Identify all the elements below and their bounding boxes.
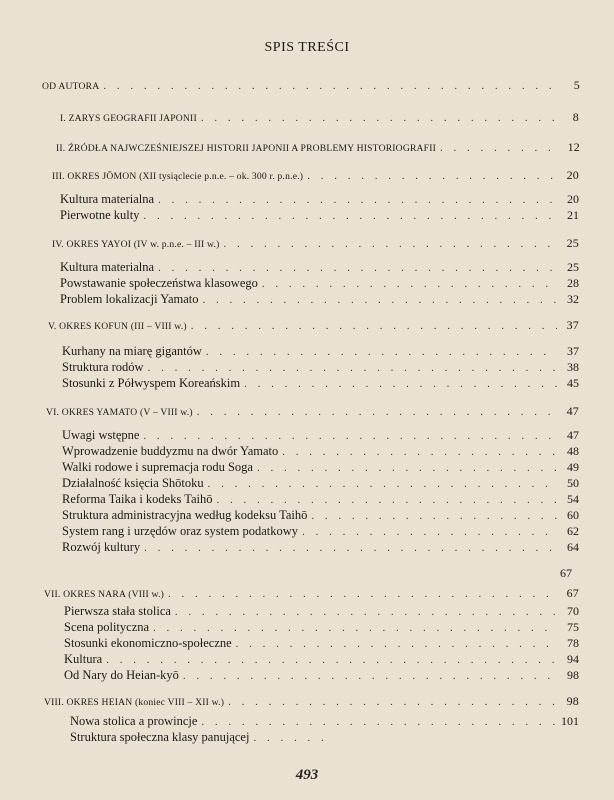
toc-entry-label: Walki rodowe i supremacja rodu Soga — [62, 460, 253, 474]
toc-entry-label: Kurhany na miarę gigantów — [62, 344, 202, 358]
toc-entry-label: OD AUTORA — [42, 81, 100, 92]
toc-entry-page: 32 — [567, 292, 579, 306]
toc-subentry — [62, 524, 579, 539]
toc-entry-label: Stosunki ekonomiczno-społeczne — [64, 636, 232, 650]
toc-entry-label: Wprowadzenie buddyzmu na dwór Yamato — [62, 444, 279, 458]
toc-entry-page: 60 — [567, 508, 579, 522]
toc-entry-label: Działalność księcia Shōtoku — [62, 476, 204, 490]
toc-entry-label: Powstawanie społeczeństwa klasowego — [60, 276, 258, 290]
leader-dots — [311, 510, 557, 522]
toc-entry-chapter-2 — [56, 140, 580, 155]
toc-entry-label: II. ŹRÓDŁA NAJWCZEŚNIEJSZEJ HISTORII JAPONII A PROBLEMY HISTORIOGRAFII — [56, 143, 436, 154]
toc-entry-label: Stosunki z Półwyspem Koreańskim — [62, 376, 241, 390]
toc-subentry — [62, 428, 579, 443]
toc-subentry — [64, 604, 579, 619]
toc-entry-page: 78 — [567, 636, 579, 650]
toc-entry-foreword — [42, 78, 580, 93]
toc-entry-label: VI. OKRES YAMATO (V – VIII w.) — [46, 407, 193, 418]
leader-dots — [253, 732, 326, 744]
toc-entry-chapter-8 — [44, 694, 579, 709]
page-number: 493 — [295, 767, 319, 783]
toc-entry-page: 101 — [561, 714, 579, 728]
toc-subentry — [64, 620, 579, 635]
toc-subentry — [62, 444, 579, 459]
toc-entry-page: 50 — [567, 476, 579, 490]
toc-entry-label: Kultura materialna — [60, 192, 155, 206]
toc-subentry — [60, 292, 579, 307]
leader-dots — [236, 638, 557, 650]
toc-entry-page: 12 — [567, 140, 580, 154]
toc-entry-label: Kultura materialna — [60, 260, 155, 274]
toc-entry-page: 20 — [567, 192, 579, 206]
toc-entry-page: 20 — [566, 168, 579, 182]
toc-entry-page: 25 — [566, 236, 579, 250]
leader-dots — [228, 696, 557, 708]
toc-entry-page: 67 — [560, 566, 572, 580]
leader-dots — [148, 362, 557, 374]
toc-entry-label: VII. OKRES NARA (VIII w.) — [44, 589, 165, 600]
toc-entry-page: 70 — [567, 604, 579, 618]
toc-subentry — [64, 636, 579, 651]
toc-subentry — [60, 260, 579, 275]
toc-entry-page: 48 — [567, 444, 579, 458]
leader-dots — [201, 716, 557, 728]
toc-subentry — [62, 360, 579, 375]
toc-entry-chapter-6 — [46, 404, 579, 419]
toc-subentry — [62, 540, 579, 555]
toc-entry-label: Scena polityczna — [64, 620, 150, 634]
toc-entry-label: Pierwotne kulty — [60, 208, 140, 222]
leader-dots — [206, 346, 557, 358]
toc-subentry — [62, 508, 579, 523]
toc-entry-page: 37 — [567, 344, 579, 358]
toc-entry-label: VIII. OKRES HEIAN (koniec VIII – XII w.) — [44, 697, 225, 708]
toc-subentry — [62, 460, 579, 475]
toc-entry-label: III. OKRES JŌMON (XII tysiąclecie p.n.e. – ok. 300 r. p.n.e.) — [52, 171, 304, 182]
leader-dots — [106, 654, 557, 666]
toc-entry-label: Struktura rodów — [62, 360, 144, 374]
leader-dots — [224, 238, 557, 250]
toc-entry-label: Reforma Taika i kodeks Taihō — [62, 492, 213, 506]
toc-entry-page: 75 — [567, 620, 579, 634]
toc-subentry — [60, 192, 579, 207]
leader-dots — [282, 446, 557, 458]
leader-dots — [175, 606, 557, 618]
toc-entry-page: 49 — [567, 460, 579, 474]
leader-dots — [183, 670, 557, 682]
leader-dots — [144, 210, 557, 222]
toc-subentry — [70, 714, 579, 729]
page-title: SPIS TREŚCI — [264, 40, 350, 55]
toc-entry-label: Uwagi wstępne — [62, 428, 140, 442]
toc-entry-page: 5 — [573, 78, 580, 92]
toc-entry-label: IV. OKRES YAYOI (IV w. p.n.e. – III w.) — [52, 239, 220, 250]
toc-entry-label: Rozwój kultury — [62, 540, 141, 554]
toc-entry-label: Problem lokalizacji Yamato — [60, 292, 199, 306]
leader-dots — [440, 142, 558, 154]
toc-entry-page: 8 — [572, 110, 579, 124]
toc-entry-page: 38 — [567, 360, 579, 374]
toc-entry-page: 28 — [567, 276, 579, 290]
toc-entry-label: Kultura — [64, 652, 103, 666]
toc-entry-chapter-5 — [48, 318, 579, 333]
toc-entry-chapter-3 — [52, 168, 579, 183]
leader-dots — [197, 406, 557, 418]
leader-dots — [203, 294, 557, 306]
toc-entry-page: 98 — [566, 694, 579, 708]
leader-dots — [201, 112, 557, 124]
toc-subentry — [64, 652, 579, 667]
leader-dots — [257, 462, 557, 474]
toc-entry-label: System rang i urzędów oraz system podatkowy — [62, 524, 299, 538]
leader-dots — [191, 320, 557, 332]
leader-dots — [143, 430, 557, 442]
leader-dots — [262, 278, 557, 290]
toc-entry-label: Od Nary do Heian-kyō — [64, 668, 179, 682]
toc-entry-label: Pierwsza stała stolica — [64, 604, 171, 618]
toc-entry-chapter-1 — [60, 110, 579, 125]
toc-entry-label: Struktura społeczna klasy panującej — [70, 730, 250, 744]
leader-dots — [168, 588, 557, 600]
toc-entry-page: 47 — [566, 404, 579, 418]
toc-entry-page: 64 — [567, 540, 579, 554]
leader-dots — [217, 494, 557, 506]
leader-dots — [103, 80, 558, 92]
toc-entry-page: 37 — [566, 318, 579, 332]
leader-dots — [144, 542, 557, 554]
toc-entry-page: 54 — [567, 492, 579, 506]
toc-subentry — [62, 492, 579, 507]
leader-dots — [208, 478, 557, 490]
toc-entry-page: 67 — [566, 586, 579, 600]
toc-subentry — [60, 208, 579, 223]
toc-entry-page: 45 — [567, 376, 579, 390]
leader-dots — [158, 262, 557, 274]
leader-dots — [158, 194, 557, 206]
toc-entry-label: V. OKRES KOFUN (III – VIII w.) — [48, 321, 187, 332]
toc-subentry — [62, 376, 579, 391]
toc-entry-page: 94 — [567, 652, 579, 666]
toc-entry-page: 25 — [567, 260, 579, 274]
toc-subentry — [62, 476, 579, 491]
leader-dots — [307, 170, 557, 182]
toc-entry-page: 62 — [567, 524, 579, 538]
toc-subentry — [62, 344, 579, 359]
toc-entry-label: Nowa stolica a prowincje — [70, 714, 198, 728]
toc-entry-label: I. ZARYS GEOGRAFII JAPONII — [60, 113, 197, 124]
leader-dots — [244, 378, 557, 390]
toc-entry-page: 21 — [567, 208, 579, 222]
toc-subentry — [60, 276, 579, 291]
toc-entry-label: Struktura administracyjna według kodeksu Taihō — [62, 508, 308, 522]
toc-entry-chapter-7 — [44, 586, 579, 601]
toc-entry-chapter-4 — [52, 236, 579, 251]
toc-entry-page: 47 — [567, 428, 579, 442]
toc-subentry — [64, 668, 579, 683]
toc-subentry — [70, 730, 330, 745]
leader-dots — [153, 622, 557, 634]
toc-entry-page: 98 — [567, 668, 579, 682]
leader-dots — [302, 526, 557, 538]
